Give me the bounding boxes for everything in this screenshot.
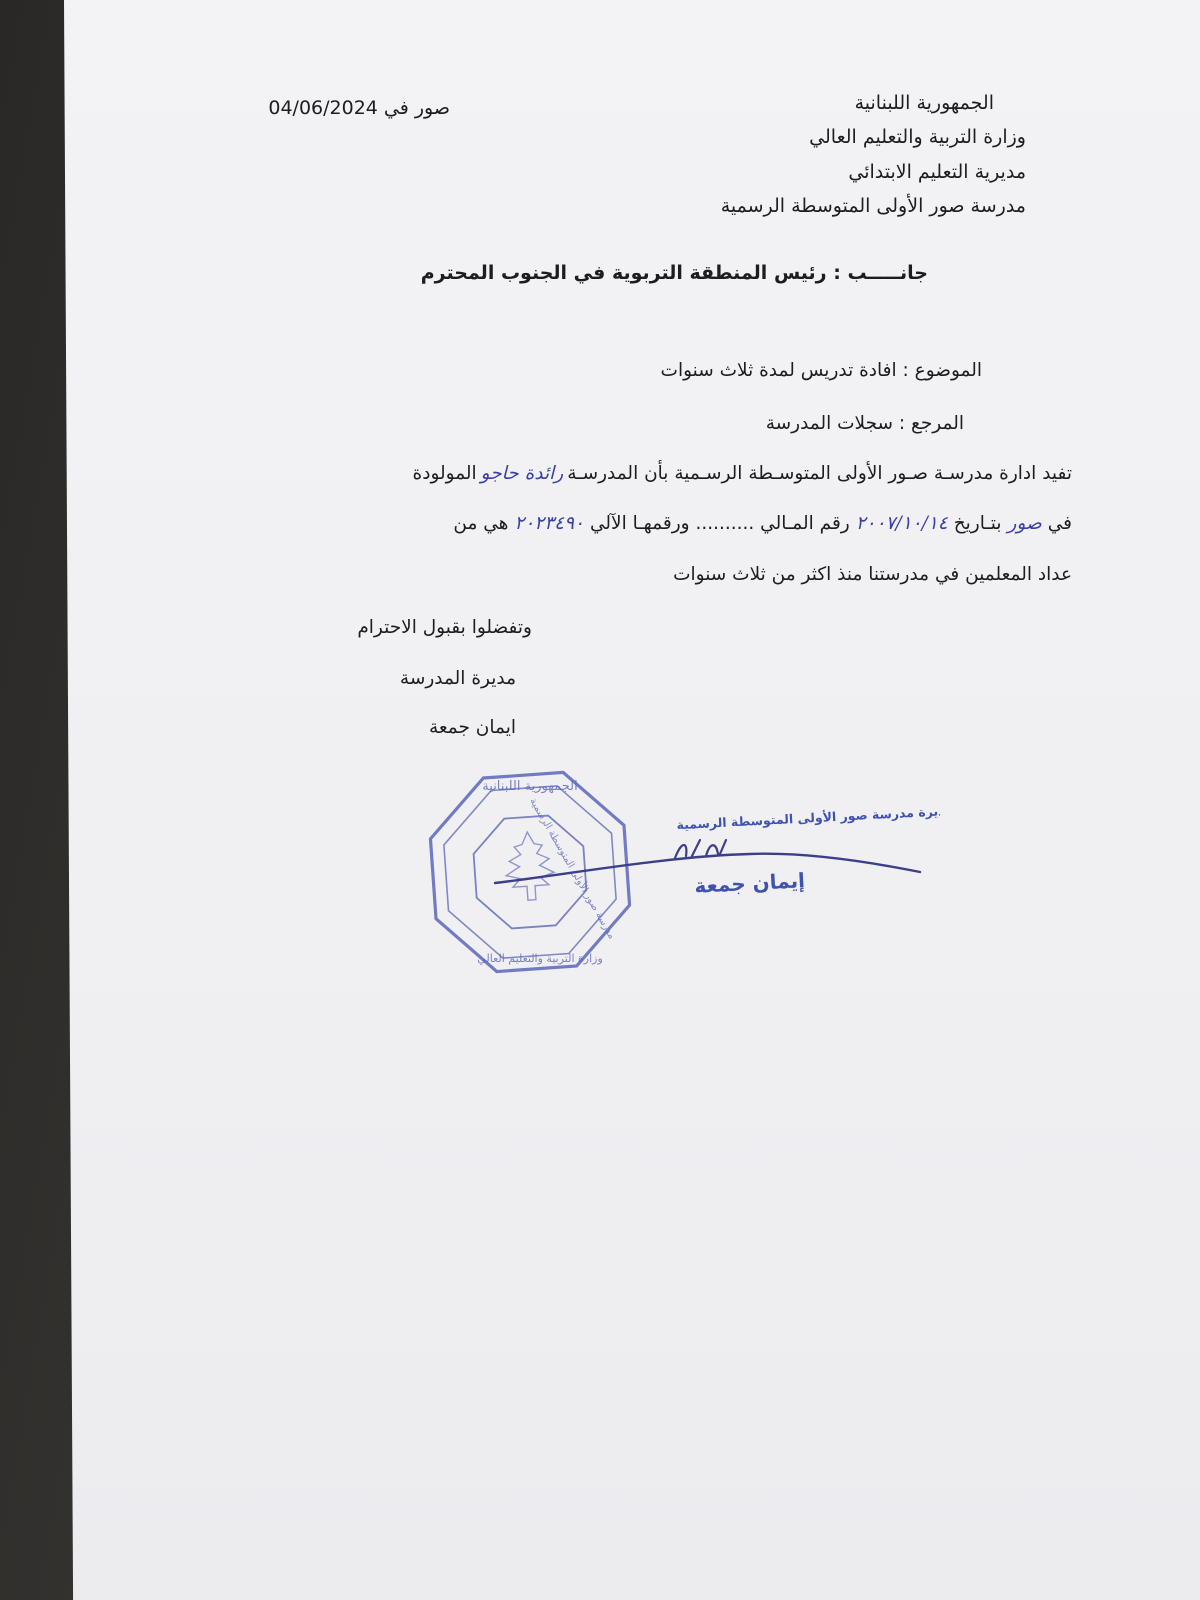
date-line: صور في 04/06/2024 — [268, 97, 450, 119]
body-line-2-date-label: بتـاريخ — [953, 513, 1002, 534]
seal-text-top: الجمهورية اللبنانية — [482, 779, 578, 794]
body-line-1-prefix: تفيد ادارة مدرسـة صـور الأولى المتوسـطة الرسـمية بأن المدرسـة — [567, 463, 1072, 484]
closing-title: مديرة المدرسة — [399, 668, 516, 689]
seal-text-school: مدرسة صور الأولى المتوسطة الرسمية — [527, 796, 618, 942]
body-line-1-suffix: المولودة — [412, 463, 477, 484]
handwritten-teacher-name: رائدة حاجو — [480, 463, 564, 484]
cedar-emblem-icon — [503, 830, 556, 901]
handwritten-birth-date: ٢٠٠٧/١٠/١٤ — [855, 513, 948, 534]
signature-stamp-name: إيمان جمعة — [693, 868, 806, 898]
body-line-2-prefix: في — [1047, 513, 1072, 534]
closing-courtesy: وتفضلوا بقبول الاحترام — [357, 617, 532, 638]
body-line-2-suffix: هي من — [453, 513, 509, 534]
handwritten-birth-place: صور — [1007, 513, 1042, 534]
header-line-ministry: وزارة التربية والتعليم العالي — [809, 126, 1026, 148]
official-stamp-and-signature — [420, 770, 940, 1010]
header-line-directorate: مديرية التعليم الابتدائي — [848, 161, 1026, 183]
signature-stamp-title: مديرة مدرسة صور الأولى المتوسطة الرسمية — [676, 802, 940, 833]
header-line-school: مدرسة صور الأولى المتوسطة الرسمية — [720, 195, 1026, 217]
seal-text-ministry: وزارة التربية والتعليم العالي — [477, 952, 603, 965]
stamp-graphic — [420, 770, 940, 1010]
body-line-3: عداد المعلمين في مدرستنا منذ اكثر من ثلاث سنوات — [673, 564, 1072, 585]
body-line-2 — [122, 513, 1072, 534]
body-line-1 — [122, 463, 1072, 484]
subject-line: الموضوع : افادة تدريس لمدة ثلاث سنوات — [660, 360, 982, 381]
header-line-republic: الجمهورية اللبنانية — [854, 92, 994, 114]
body-line-2-financial: رقم المـالي .......... ورقمهـا الآلي — [589, 513, 850, 534]
addressee-line: جانـــــب : رئيس المنطقة التربوية في الجنوب المحترم — [420, 262, 928, 284]
reference-line: المرجع : سجلات المدرسة — [765, 413, 964, 434]
closing-name: ايمان جمعة — [428, 717, 516, 738]
handwritten-auto-number: ٢٠٢٣٤٩٠ — [514, 513, 584, 534]
